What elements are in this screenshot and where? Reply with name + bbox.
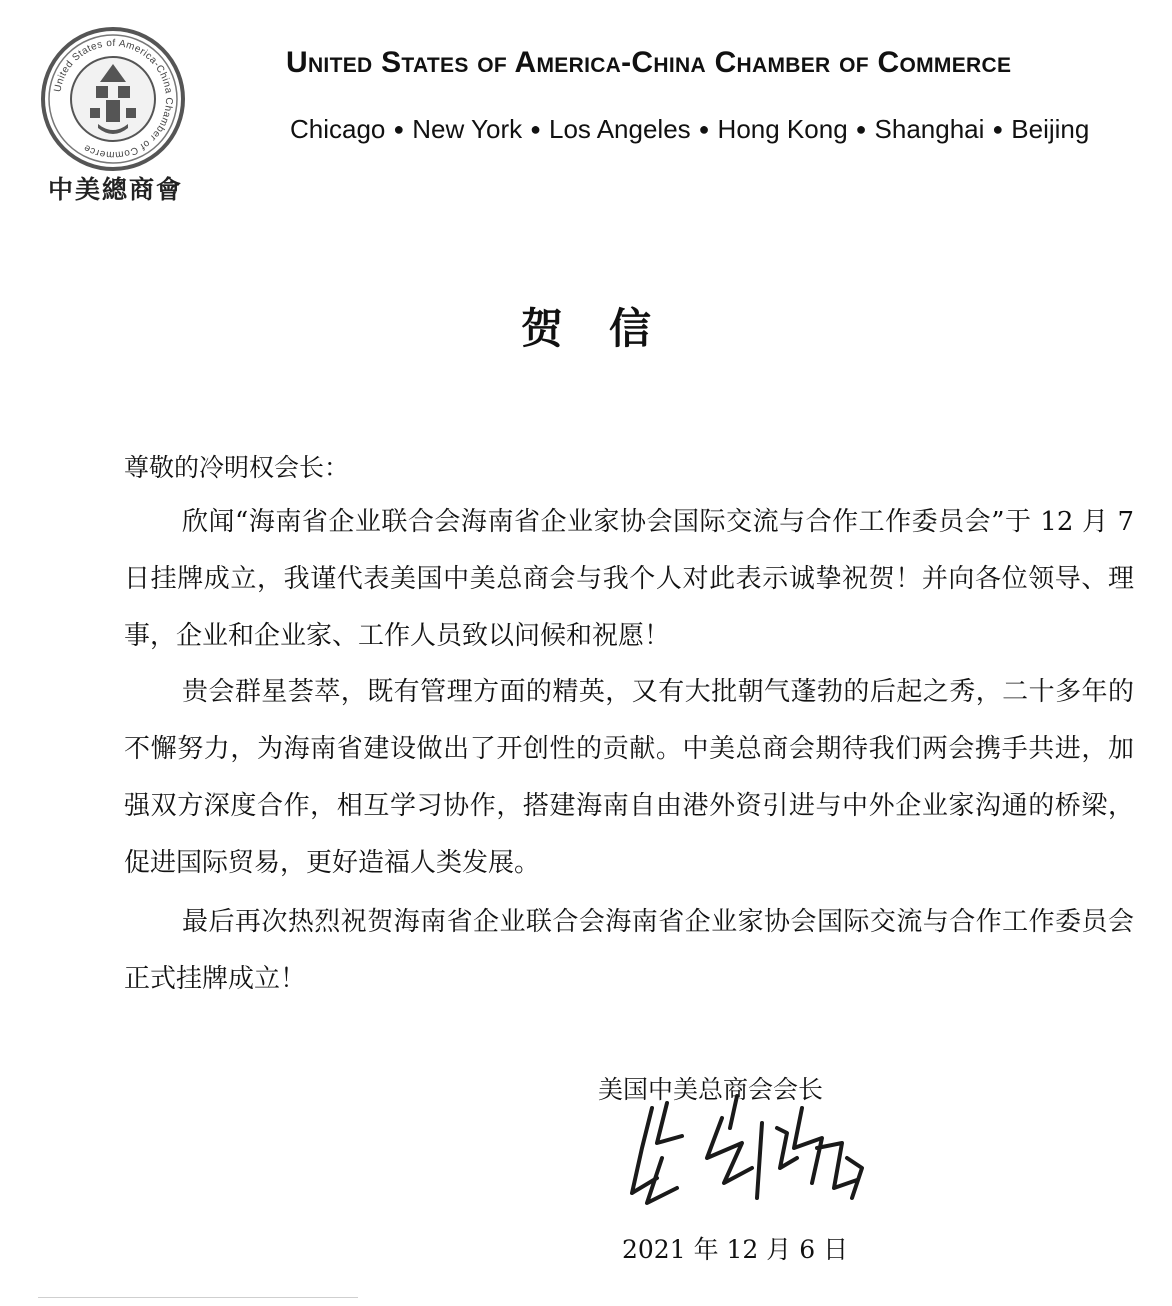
city-list	[290, 114, 1150, 145]
organization-name: United States of America-China Chamber of Commerce	[286, 46, 1012, 79]
city-beijing: Beijing	[1011, 114, 1090, 144]
logo-chinese-name: 中美總商會	[48, 175, 184, 204]
chamber-logo	[38, 24, 188, 214]
bullet-separator: ●	[992, 119, 1004, 139]
bullet-separator: ●	[393, 119, 405, 139]
paragraph-congratulation: 欣闻“海南省企业联合会海南省企业家协会国际交流与合作工作委员会”于 12 月 7 日挂牌成立，我谨代表美国中美总商会与我个人对此表示诚挚祝贺！并向各位领导、理事，企业和企业家、工作人员致以问候和祝愿！	[124, 507, 1134, 651]
city-shanghai: Shanghai	[874, 114, 985, 144]
city-hong-kong: Hong Kong	[717, 114, 848, 144]
city-new-york: New York	[412, 114, 523, 144]
signatory-title: 美国中美总商会会长	[598, 1075, 824, 1104]
paragraph-closing-wish: 最后再次热烈祝贺海南省企业联合会海南省企业家协会国际交流与合作工作委员会正式挂牌成立！	[124, 907, 1134, 994]
salutation: 尊敬的冷明权会长：	[124, 453, 350, 482]
bullet-separator: ●	[530, 119, 541, 139]
letter-title: 贺信	[520, 304, 697, 353]
paragraph-praise: 贵会群星荟萃，既有管理方面的精英，又有大批朝气蓬勃的后起之秀，二十多年的不懈努力，为海南省建设做出了开创性的贡献。中美总商会期待我们两会携手共进，加强双方深度合作，相互学习协作，搭建海南自由港外资引进与中外企业家沟通的桥梁，促进国际贸易，更好造福人类发展。	[124, 677, 1134, 878]
handwritten-signature	[612, 1088, 882, 1238]
logo-seal-icon	[38, 24, 188, 174]
page-divider	[38, 1297, 358, 1298]
city-chicago: Chicago	[290, 114, 386, 144]
bullet-separator: ●	[698, 119, 710, 139]
bullet-separator: ●	[855, 119, 867, 139]
signing-date: 2021 年 12 月 6 日	[622, 1235, 849, 1264]
city-los-angeles: Los Angeles	[549, 114, 691, 144]
logo-arc-text: United States of America-China Chamber of Commerce	[52, 37, 175, 161]
